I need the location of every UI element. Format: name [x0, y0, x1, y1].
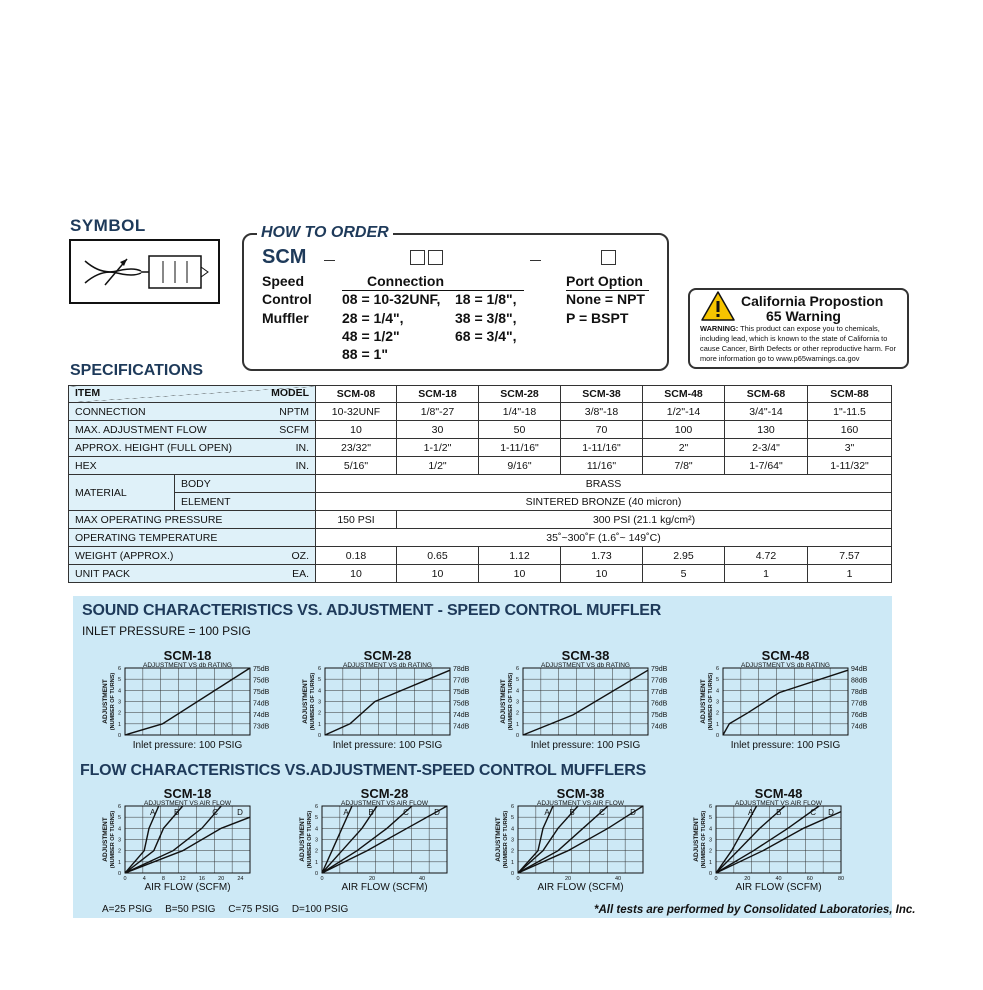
chart-title: SCM-18	[163, 786, 212, 801]
row-label-text: UNIT PACK	[75, 567, 131, 580]
chart-note: Inlet pressure: 100 PSIG	[332, 740, 443, 751]
series-label: D	[434, 808, 440, 817]
y-axis-label: (NUMBER OF TURNS)	[310, 672, 316, 731]
pressure-first: 150 PSI	[316, 511, 397, 529]
y-tick-label: 2	[510, 848, 514, 855]
y-tick-label: 0	[117, 733, 121, 739]
db-label: 75dB	[253, 666, 270, 673]
series-label: A	[544, 808, 550, 817]
series-label: B	[368, 808, 374, 817]
warning-text: This product can expose you to chemicals, including lead, which is known to the state of California to cause Cancer, Birth Defects or other reproductive harm. For more information go to www.p65warnings.ca.gov	[700, 324, 896, 363]
y-axis-label: ADJUSTMENT	[102, 679, 109, 724]
sound-characteristics-title: SOUND CHARACTERISTICS VS. ADJUSTMENT - SPEED CONTROL MUFFLER	[82, 602, 662, 619]
warning-title-line1: California Propostion	[741, 293, 884, 309]
chart-subtitle: ADJUSTMENT VS db RATING	[343, 662, 432, 669]
table-cell: 2-3/4"	[725, 439, 808, 457]
x-tick-label: 40	[614, 876, 622, 882]
y-tick-label: 4	[317, 688, 321, 695]
y-tick-label: 5	[117, 815, 121, 822]
legend-item: C=75 PSIG	[228, 904, 280, 915]
table-cell: 1	[808, 565, 892, 583]
chart-title: SCM-38	[556, 786, 605, 801]
table-cell: 1-1/2"	[397, 439, 479, 457]
table-cell: 3/8"-18	[561, 403, 643, 421]
x-tick-label: 8	[161, 876, 165, 882]
y-tick-label: 1	[317, 721, 321, 728]
y-tick-label: 4	[515, 688, 519, 695]
table-cell: 10	[561, 565, 643, 583]
table-cell: 10	[316, 421, 397, 439]
order-left-label: Muffler	[262, 310, 309, 326]
db-label: 75dB	[253, 677, 270, 685]
x-axis-label: AIR FLOW (SCFM)	[735, 882, 822, 893]
y-axis-label: ADJUSTMENT	[495, 817, 502, 862]
port-option-value: P = BSPT	[566, 310, 629, 326]
db-label: 78dB	[851, 689, 868, 696]
connection-option: 68 = 3/4",	[455, 328, 517, 344]
x-tick-label: 40	[775, 876, 782, 882]
y-tick-label: 3	[117, 837, 121, 844]
y-tick-label: 4	[314, 826, 318, 833]
symbol-title: SYMBOL	[70, 216, 146, 235]
y-axis-label: (NUMBER OF TURNS)	[110, 810, 116, 869]
table-cell: 5	[643, 565, 725, 583]
y-tick-label: 5	[117, 677, 121, 684]
connection-option: 48 = 1/2"	[342, 328, 400, 344]
inlet-pressure-note: INLET PRESSURE = 100 PSIG	[82, 624, 251, 638]
db-label: 74dB	[453, 723, 470, 731]
y-tick-label: 4	[510, 826, 514, 833]
y-tick-label: 6	[314, 804, 318, 810]
x-tick-label: 0	[123, 876, 127, 882]
y-axis-label: ADJUSTMENT	[302, 679, 309, 724]
y-tick-label: 1	[515, 721, 519, 728]
table-cell: 1/2"-14	[643, 403, 725, 421]
chart-title: SCM-48	[754, 786, 803, 801]
table-cell: 1"-11.5	[808, 403, 892, 421]
y-tick-label: 4	[708, 826, 712, 833]
legend-item: A=25 PSIG	[102, 904, 153, 915]
y-tick-label: 1	[708, 859, 712, 866]
table-cell: 7.57	[808, 547, 892, 565]
y-tick-label: 0	[715, 733, 719, 739]
db-label: 77dB	[651, 677, 668, 685]
body-value: BRASS	[316, 475, 892, 493]
element-value: SINTERED BRONZE (40 micron)	[316, 493, 892, 511]
db-label: 74dB	[253, 712, 270, 719]
series-label: C	[403, 808, 409, 817]
chart-note: Inlet pressure: 100 PSIG	[730, 740, 841, 751]
table-cell: 11/16"	[561, 457, 643, 475]
y-axis-label: (NUMBER OF TURNS)	[508, 672, 514, 731]
connection-option: 28 = 1/4",	[342, 310, 404, 326]
y-axis-label: ADJUSTMENT	[500, 679, 507, 724]
y-tick-label: 6	[515, 666, 519, 672]
x-axis-label: AIR FLOW (SCFM)	[144, 882, 231, 893]
y-tick-label: 4	[117, 688, 121, 695]
temperature-value: 35˚~300˚F (1.6˚~ 149˚C)	[316, 529, 892, 547]
series-label: D	[828, 808, 834, 817]
y-tick-label: 0	[317, 733, 321, 739]
y-tick-label: 6	[117, 666, 121, 672]
plot-frame	[523, 668, 648, 735]
series-label: A	[149, 808, 156, 817]
order-model-code: SCM	[262, 246, 307, 268]
connection-option: 08 = 10-32UNF,	[342, 291, 441, 307]
y-tick-label: 3	[117, 699, 121, 706]
model-header-cell: SCM-88	[808, 386, 892, 403]
temperature-label: OPERATING TEMPERATURE	[69, 529, 316, 547]
port-option-heading: Port Option	[566, 273, 643, 289]
x-axis-label: AIR FLOW (SCFM)	[341, 882, 428, 893]
test-footnote: *All tests are performed by Consolidated Laboratories, Inc.	[594, 904, 916, 916]
y-tick-label: 3	[317, 699, 321, 706]
db-label: 74dB	[453, 712, 470, 719]
y-tick-label: 6	[715, 666, 719, 672]
table-cell: 0.65	[397, 547, 479, 565]
y-tick-label: 2	[117, 848, 121, 855]
table-cell: 2.95	[643, 547, 725, 565]
y-tick-label: 5	[314, 815, 318, 822]
db-label: 74dB	[851, 723, 868, 731]
y-axis-label: (NUMBER OF TURNS)	[708, 672, 714, 731]
table-cell: 1	[725, 565, 808, 583]
y-axis-label: ADJUSTMENT	[102, 817, 109, 862]
port-option-value: None = NPT	[566, 291, 645, 307]
table-cell: 70	[561, 421, 643, 439]
row-label-text: WEIGHT (APPROX.)	[75, 549, 174, 562]
how-to-order-title: HOW TO ORDER	[257, 224, 393, 242]
plot-frame	[125, 668, 250, 735]
y-tick-label: 2	[117, 710, 121, 717]
chart-title: SCM-48	[761, 648, 810, 663]
specifications-title: SPECIFICATIONS	[70, 362, 204, 379]
x-tick-label: 80	[837, 876, 845, 882]
db-label: 94dB	[851, 666, 868, 673]
series-label: D	[237, 808, 243, 817]
table-cell: 1/4"-18	[479, 403, 561, 421]
y-axis-label: (NUMBER OF TURNS)	[503, 810, 509, 869]
y-tick-label: 3	[314, 837, 318, 844]
y-tick-label: 1	[117, 721, 121, 728]
chart-subtitle: ADJUSTMENT VS db RATING	[541, 662, 630, 669]
y-axis-label: ADJUSTMENT	[693, 817, 700, 862]
plot-frame	[723, 668, 848, 735]
row-unit: IN.	[295, 441, 309, 454]
y-tick-label: 3	[515, 699, 519, 706]
table-cell: 10	[397, 565, 479, 583]
table-cell: 10-32UNF	[316, 403, 397, 421]
table-cell: 5/16"	[316, 457, 397, 475]
item-header: ITEM	[75, 387, 101, 399]
series-label: D	[630, 808, 636, 817]
table-cell: 130	[725, 421, 808, 439]
table-cell: 1-7/64"	[725, 457, 808, 475]
model-header-cell: SCM-38	[561, 386, 643, 403]
chart-subtitle: ADJUSTMENT VS AIR FLOW	[144, 800, 231, 807]
y-tick-label: 6	[117, 804, 121, 810]
db-label: 77dB	[453, 677, 470, 685]
chart-subtitle: ADJUSTMENT VS db RATING	[143, 662, 232, 669]
table-cell: 7/8"	[643, 457, 725, 475]
x-tick-label: 16	[198, 876, 205, 882]
y-axis-label: (NUMBER OF TURNS)	[307, 810, 313, 869]
x-tick-label: 0	[516, 876, 520, 882]
table-cell: 1/8"-27	[397, 403, 479, 421]
table-cell: 50	[479, 421, 561, 439]
y-tick-label: 5	[510, 815, 514, 822]
y-tick-label: 1	[715, 721, 719, 728]
y-tick-label: 2	[515, 710, 519, 717]
x-tick-label: 0	[320, 876, 324, 882]
table-cell: 3"	[808, 439, 892, 457]
connection-option: 88 = 1"	[342, 346, 388, 362]
table-cell: 100	[643, 421, 725, 439]
series-label: C	[212, 808, 219, 817]
x-tick-label: 40	[418, 876, 426, 882]
y-tick-label: 2	[715, 710, 719, 717]
body-label: BODY	[175, 475, 316, 493]
model-header-cell: SCM-18	[397, 386, 479, 403]
table-cell: 2"	[643, 439, 725, 457]
row-unit: IN.	[295, 459, 309, 472]
db-label: 78dB	[453, 666, 470, 673]
model-header-cell: SCM-48	[643, 386, 725, 403]
table-cell: 1-11/32"	[808, 457, 892, 475]
flow-characteristics-title: FLOW CHARACTERISTICS VS.ADJUSTMENT-SPEED CONTROL MUFFLERS	[80, 762, 647, 779]
pressure-label: MAX OPERATING PRESSURE	[69, 511, 316, 529]
series-label: A	[747, 808, 754, 817]
series-label: A	[343, 808, 349, 817]
row-label-text: CONNECTION	[75, 405, 146, 418]
row-label-text: APPROX. HEIGHT (FULL OPEN)	[75, 441, 232, 454]
row-unit: SCFM	[279, 423, 309, 436]
model-header-cell: SCM-08	[316, 386, 397, 403]
db-label: 77dB	[851, 700, 868, 708]
x-tick-label: 12	[179, 876, 186, 882]
y-tick-label: 2	[708, 848, 712, 855]
model-header-cell: SCM-28	[479, 386, 561, 403]
y-tick-label: 3	[708, 837, 712, 844]
y-axis-label: (NUMBER OF TURNS)	[110, 672, 116, 731]
table-cell: 1-11/16"	[479, 439, 561, 457]
table-cell: 23/32"	[316, 439, 397, 457]
y-tick-label: 0	[515, 733, 519, 739]
chart-title: SCM-28	[360, 786, 409, 801]
y-tick-label: 1	[314, 859, 318, 866]
db-label: 74dB	[651, 723, 668, 731]
connection-option: 38 = 3/8",	[455, 310, 517, 326]
y-tick-label: 3	[510, 837, 514, 844]
db-label: 74dB	[253, 700, 270, 708]
y-tick-label: 0	[314, 871, 318, 877]
row-label-text: HEX	[75, 459, 97, 472]
chart-subtitle: ADJUSTMENT VS AIR FLOW	[537, 800, 624, 807]
row-unit: EA.	[292, 567, 309, 580]
table-cell: 3/4"-14	[725, 403, 808, 421]
y-tick-label: 6	[510, 804, 514, 810]
chart-subtitle: ADJUSTMENT VS db RATING	[741, 662, 830, 669]
table-cell: 160	[808, 421, 892, 439]
row-label-text: MAX. ADJUSTMENT FLOW	[75, 423, 207, 436]
y-tick-label: 2	[317, 710, 321, 717]
y-tick-label: 6	[708, 804, 712, 810]
y-tick-label: 5	[515, 677, 519, 684]
y-axis-label: (NUMBER OF TURNS)	[701, 810, 707, 869]
row-unit: OZ.	[291, 549, 309, 562]
warning-title-line2: 65 Warning	[766, 308, 841, 324]
y-tick-label: 4	[715, 688, 719, 695]
table-cell: 10	[316, 565, 397, 583]
table-cell: 1-11/16"	[561, 439, 643, 457]
element-label: ELEMENT	[175, 493, 316, 511]
chart-note: Inlet pressure: 100 PSIG	[530, 740, 641, 751]
db-label: 75dB	[453, 700, 470, 708]
y-tick-label: 0	[117, 871, 121, 877]
db-label: 76dB	[651, 700, 668, 708]
chart-title: SCM-18	[163, 648, 212, 663]
chart-subtitle: ADJUSTMENT VS AIR FLOW	[341, 800, 428, 807]
connection-heading: Connection	[367, 273, 444, 289]
material-label: MATERIAL	[69, 475, 175, 511]
x-tick-label: 60	[806, 876, 813, 882]
warning-prefix: WARNING:	[700, 324, 739, 333]
db-label: 75dB	[651, 712, 668, 719]
db-label: 76dB	[851, 712, 868, 719]
y-tick-label: 4	[117, 826, 121, 833]
x-tick-label: 20	[564, 876, 572, 882]
y-tick-label: 3	[715, 699, 719, 706]
y-tick-label: 6	[317, 666, 321, 672]
y-tick-label: 1	[117, 859, 121, 866]
series-label: B	[776, 808, 782, 817]
y-tick-label: 5	[708, 815, 712, 822]
db-label: 79dB	[651, 666, 668, 673]
legend-item: D=100 PSIG	[291, 904, 349, 915]
series-label: B	[569, 808, 575, 817]
y-axis-label: ADJUSTMENT	[299, 817, 306, 862]
db-label: 75dB	[253, 689, 270, 696]
pressure-legend	[102, 904, 358, 915]
db-label: 88dB	[851, 677, 868, 685]
db-label: 75dB	[453, 689, 470, 696]
y-axis-label: ADJUSTMENT	[700, 679, 707, 724]
chart-title: SCM-28	[363, 648, 412, 663]
model-header: MODEL	[271, 387, 309, 399]
chart-subtitle: ADJUSTMENT VS AIR FLOW	[735, 800, 822, 807]
pressure-rest: 300 PSI (21.1 kg/cm²)	[397, 511, 892, 529]
x-tick-label: 4	[142, 876, 146, 882]
y-tick-label: 2	[314, 848, 318, 855]
series-label: C	[599, 808, 605, 817]
table-cell: 1/2"	[397, 457, 479, 475]
x-tick-label: 20	[368, 876, 376, 882]
legend-item: B=50 PSIG	[165, 904, 216, 915]
chart-note: Inlet pressure: 100 PSIG	[132, 740, 243, 751]
table-cell: 30	[397, 421, 479, 439]
y-tick-label: 0	[708, 871, 712, 877]
x-tick-label: 24	[237, 876, 244, 882]
order-left-label: Speed	[262, 273, 305, 289]
table-cell: 4.72	[725, 547, 808, 565]
db-label: 73dB	[253, 723, 270, 731]
x-axis-label: AIR FLOW (SCFM)	[537, 882, 624, 893]
table-cell: 0.18	[316, 547, 397, 565]
db-label: 77dB	[651, 689, 668, 696]
y-tick-label: 5	[317, 677, 321, 684]
x-tick-label: 0	[714, 876, 718, 882]
order-left-label: Control	[262, 291, 312, 307]
x-tick-label: 20	[218, 876, 225, 882]
table-cell: 1.12	[479, 547, 561, 565]
table-cell: 1.73	[561, 547, 643, 565]
series-label: C	[810, 808, 817, 817]
y-tick-label: 5	[715, 677, 719, 684]
y-tick-label: 1	[510, 859, 514, 866]
table-cell: 9/16"	[479, 457, 561, 475]
series-label: B	[174, 808, 180, 817]
table-cell: 10	[479, 565, 561, 583]
connection-option: 18 = 1/8",	[455, 291, 517, 307]
model-header-cell: SCM-68	[725, 386, 808, 403]
x-tick-label: 20	[744, 876, 751, 882]
row-unit: NPTM	[279, 405, 309, 418]
y-tick-label: 0	[510, 871, 514, 877]
chart-title: SCM-38	[561, 648, 610, 663]
